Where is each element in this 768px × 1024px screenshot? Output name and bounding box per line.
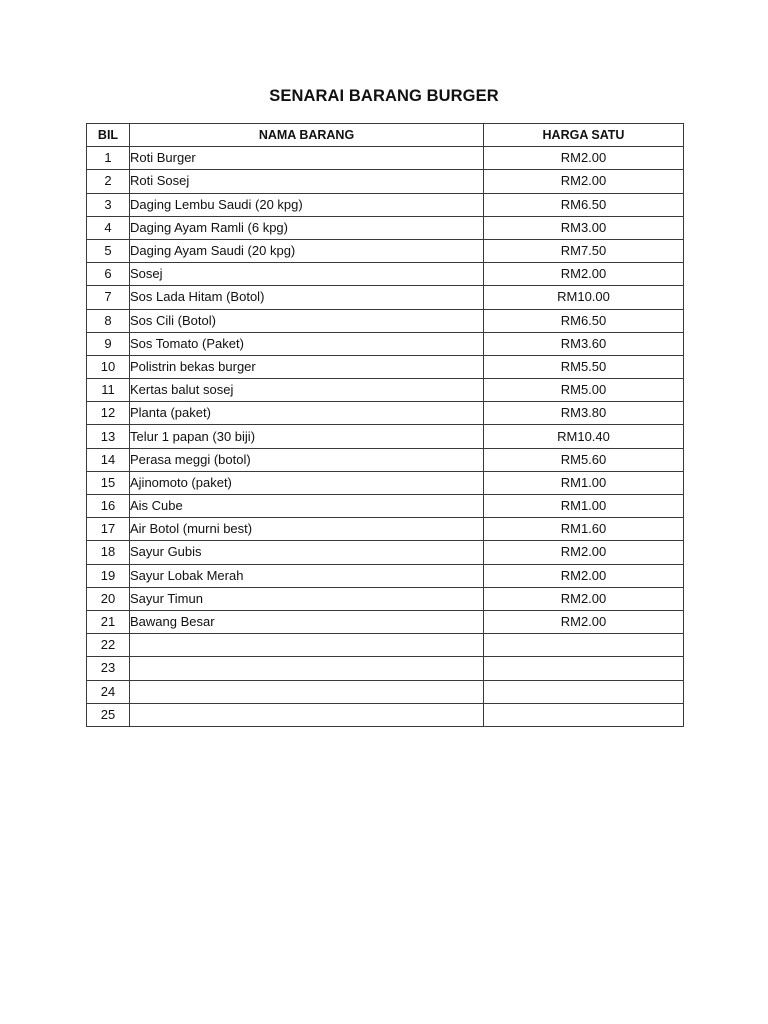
row-number-cell: 4 xyxy=(87,216,130,239)
table-row xyxy=(87,634,684,657)
table-row xyxy=(87,239,684,262)
row-number-cell: 2 xyxy=(87,170,130,193)
item-name-cell: Daging Ayam Saudi (20 kpg) xyxy=(130,239,484,262)
item-name-cell xyxy=(130,703,484,726)
table-row xyxy=(87,448,684,471)
table-row xyxy=(87,263,684,286)
item-name-cell: Polistrin bekas burger xyxy=(130,355,484,378)
item-name-cell: Air Botol (murni best) xyxy=(130,518,484,541)
row-number-cell: 22 xyxy=(87,634,130,657)
row-number-cell: 9 xyxy=(87,332,130,355)
row-number-cell: 10 xyxy=(87,355,130,378)
item-name-cell: Telur 1 papan (30 biji) xyxy=(130,425,484,448)
item-name-cell xyxy=(130,680,484,703)
table-row xyxy=(87,216,684,239)
row-number-cell: 3 xyxy=(87,193,130,216)
row-number-cell: 19 xyxy=(87,564,130,587)
row-number-cell: 14 xyxy=(87,448,130,471)
unit-price-cell: RM2.00 xyxy=(484,587,684,610)
item-name-cell: Ajinomoto (paket) xyxy=(130,471,484,494)
row-number-cell: 12 xyxy=(87,402,130,425)
row-number-cell: 24 xyxy=(87,680,130,703)
table-row xyxy=(87,193,684,216)
unit-price-cell: RM2.00 xyxy=(484,147,684,170)
item-name-cell: Planta (paket) xyxy=(130,402,484,425)
table-header-row xyxy=(87,124,684,147)
unit-price-cell xyxy=(484,634,684,657)
table-row xyxy=(87,703,684,726)
table-row xyxy=(87,379,684,402)
table-row xyxy=(87,610,684,633)
unit-price-cell: RM2.00 xyxy=(484,263,684,286)
item-name-cell: Sos Lada Hitam (Botol) xyxy=(130,286,484,309)
item-name-cell: Sayur Lobak Merah xyxy=(130,564,484,587)
header-bil: BIL xyxy=(87,124,130,147)
item-price-table xyxy=(86,123,684,727)
item-name-cell: Sayur Gubis xyxy=(130,541,484,564)
table-row xyxy=(87,518,684,541)
item-name-cell: Sosej xyxy=(130,263,484,286)
item-name-cell: Ais Cube xyxy=(130,495,484,518)
item-name-cell: Perasa meggi (botol) xyxy=(130,448,484,471)
table-row xyxy=(87,587,684,610)
unit-price-cell xyxy=(484,657,684,680)
item-name-cell xyxy=(130,634,484,657)
unit-price-cell: RM2.00 xyxy=(484,170,684,193)
unit-price-cell: RM6.50 xyxy=(484,309,684,332)
table-row xyxy=(87,680,684,703)
unit-price-cell: RM10.00 xyxy=(484,286,684,309)
item-name-cell: Sayur Timun xyxy=(130,587,484,610)
unit-price-cell: RM3.80 xyxy=(484,402,684,425)
header-harga-satu: HARGA SATU xyxy=(484,124,684,147)
document-title: SENARAI BARANG BURGER xyxy=(269,87,499,105)
item-name-cell: Roti Sosej xyxy=(130,170,484,193)
table-row xyxy=(87,309,684,332)
row-number-cell: 6 xyxy=(87,263,130,286)
unit-price-cell: RM3.00 xyxy=(484,216,684,239)
row-number-cell: 11 xyxy=(87,379,130,402)
table-row xyxy=(87,541,684,564)
table-row xyxy=(87,332,684,355)
unit-price-cell: RM2.00 xyxy=(484,564,684,587)
item-name-cell: Daging Ayam Ramli (6 kpg) xyxy=(130,216,484,239)
row-number-cell: 23 xyxy=(87,657,130,680)
table-row xyxy=(87,657,684,680)
unit-price-cell: RM10.40 xyxy=(484,425,684,448)
table-row xyxy=(87,170,684,193)
row-number-cell: 5 xyxy=(87,239,130,262)
table-row xyxy=(87,495,684,518)
table-row xyxy=(87,355,684,378)
unit-price-cell xyxy=(484,703,684,726)
row-number-cell: 18 xyxy=(87,541,130,564)
row-number-cell: 1 xyxy=(87,147,130,170)
unit-price-cell: RM3.60 xyxy=(484,332,684,355)
row-number-cell: 20 xyxy=(87,587,130,610)
unit-price-cell: RM2.00 xyxy=(484,610,684,633)
table-row xyxy=(87,425,684,448)
unit-price-cell xyxy=(484,680,684,703)
unit-price-cell: RM1.60 xyxy=(484,518,684,541)
header-nama-barang: NAMA BARANG xyxy=(130,124,484,147)
unit-price-cell: RM5.60 xyxy=(484,448,684,471)
item-name-cell: Sos Tomato (Paket) xyxy=(130,332,484,355)
unit-price-cell: RM5.50 xyxy=(484,355,684,378)
unit-price-cell: RM2.00 xyxy=(484,541,684,564)
item-name-cell: Daging Lembu Saudi (20 kpg) xyxy=(130,193,484,216)
table-row xyxy=(87,147,684,170)
unit-price-cell: RM1.00 xyxy=(484,471,684,494)
table-row xyxy=(87,402,684,425)
table-body xyxy=(87,147,684,727)
row-number-cell: 7 xyxy=(87,286,130,309)
table-row xyxy=(87,564,684,587)
unit-price-cell: RM6.50 xyxy=(484,193,684,216)
table-row xyxy=(87,286,684,309)
row-number-cell: 15 xyxy=(87,471,130,494)
table-row xyxy=(87,471,684,494)
unit-price-cell: RM5.00 xyxy=(484,379,684,402)
unit-price-cell: RM7.50 xyxy=(484,239,684,262)
row-number-cell: 25 xyxy=(87,703,130,726)
row-number-cell: 8 xyxy=(87,309,130,332)
row-number-cell: 21 xyxy=(87,610,130,633)
item-name-cell xyxy=(130,657,484,680)
item-name-cell: Bawang Besar xyxy=(130,610,484,633)
unit-price-cell: RM1.00 xyxy=(484,495,684,518)
item-name-cell: Roti Burger xyxy=(130,147,484,170)
item-name-cell: Sos Cili (Botol) xyxy=(130,309,484,332)
item-name-cell: Kertas balut sosej xyxy=(130,379,484,402)
row-number-cell: 17 xyxy=(87,518,130,541)
row-number-cell: 16 xyxy=(87,495,130,518)
row-number-cell: 13 xyxy=(87,425,130,448)
